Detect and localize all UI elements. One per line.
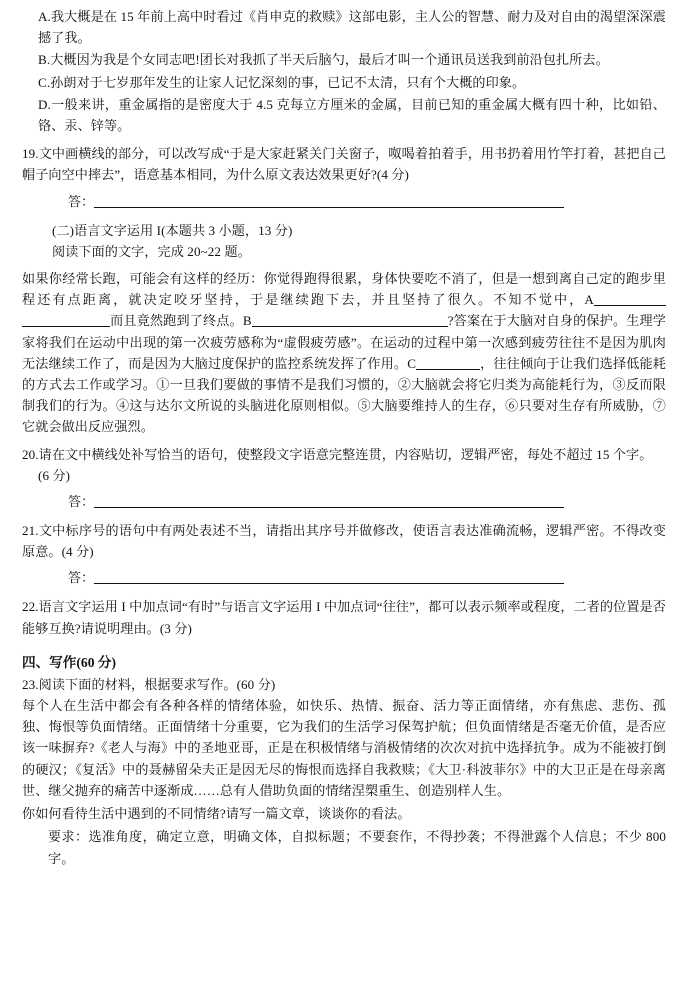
option-a: A.我大概是在 15 年前上高中时看过《肖申克的救赎》这部电影，主人公的智慧、耐力及对自由的渴望深深震撼了我。 xyxy=(38,9,666,46)
subsection-ii-title: (二)语言文字运用 I(本题共 3 小题，13 分) xyxy=(52,222,293,238)
question-22-number: 22. xyxy=(22,599,39,615)
question-20-number: 20. xyxy=(22,446,39,462)
section-four-title: 四、写作(60 分) xyxy=(22,654,117,670)
option-d: D.一般来讲，重金属指的是密度大于 4.5 克每立方厘米的金属，目前已知的重金属大概有四十种，比如铅、铬、汞、锌等。 xyxy=(38,96,666,134)
answer-blank-line[interactable] xyxy=(94,495,564,508)
blank-a-cont[interactable] xyxy=(22,314,110,327)
question-21 xyxy=(22,520,666,562)
writing-material-paragraph-1: 每个人在生活中都会有各种各样的情绪体验，如快乐、热情、振奋、活力等正面情绪，亦有焦虑、悲伤、孤独、悔恨等负面情绪。正面情绪十分重要，它为我们的生活学习保驾护航；但负面情绪是否毫无价值，是否应该一味摒弃?《老人与海》中的圣地亚哥，正是在积极情绪与消极情绪的次次对抗中选择抗争。成为不能被打倒的硬汉；《复活》中的聂赫留朵夫正是因无尽的悔恨而选择自我救赎；《大卫·科波菲尔》中的大卫正是在母亲离世、继父抛弃的痛苦中逐渐成……总有人借助负面的情绪涅槊重生、创造别样人生。 xyxy=(22,698,666,798)
question-19-answer-row xyxy=(22,191,666,210)
question-22 xyxy=(22,596,666,638)
question-20-text: 请在文中横线处补写恰当的语句，使整段文字语意完整连贯，内容贴切，逻辑严密，每处不超过 15 个字。 xyxy=(38,446,653,462)
question-21-text: 文中标序号的语句中有两处表述不当，请指出其序号并做修改，使语言表达准确流畅，逻辑严密。不得改变原意。(4 分) xyxy=(22,523,666,560)
requirement-label: 要求： xyxy=(48,829,89,845)
passage-part-1: 如果你经常长跑，可能会有这样的经历：你觉得跑得很累，身体快要吃不消了，但是一想到离自己定的跑步里程还有点距离，就决定咬牙坚持，于是继续跑下去，并且坚持了很久。不知不觉中，A xyxy=(22,271,666,308)
question-22-text: 语言文字运用 I 中加点词“有时”与语言文字运用 I 中加点词“往往”，都可以表示频率或程度，二者的位置是否能够互换?请说明理由。(3 分) xyxy=(22,599,666,636)
question-21-answer-row xyxy=(22,567,666,586)
answer-label: 答： xyxy=(68,494,95,510)
question-19 xyxy=(22,143,666,185)
option-c: C.孙朗对于七岁那年发生的让家人记忆深刻的事，已记不太清，只有个大概的印象。 xyxy=(38,74,526,90)
answer-blank-line[interactable] xyxy=(94,571,564,584)
blank-c[interactable] xyxy=(416,356,480,369)
subsection-ii-instruction: 阅读下面的文字，完成 20~22 题。 xyxy=(52,243,251,259)
question-23-text: 阅读下面的材料，根据要求写作。(60 分) xyxy=(38,676,276,692)
question-20 xyxy=(22,444,666,465)
answer-blank-line[interactable] xyxy=(94,194,564,207)
blank-b[interactable] xyxy=(252,314,448,327)
passage-part-2: 而且竟然跑到了终点。B xyxy=(110,313,252,329)
passage-part-3: ?答案在于大脑对自身的保护。生理学家将我们在运动中出现的第一次疲劳感称为“虚假疲劳感”。在运动的过程中第一次感到疲劳往往不是因为肌肉无法继续工作了，而是因为大脑过度保护的监控系统发挥了作用。C xyxy=(22,313,666,371)
passage-part-4-dotted: ，往往倾向于让我们选择低能耗的方式去工作或学习。①一旦我们要做的事情不是我们习惯的，②大脑就会将它归类为高能耗行为，③反而限制我们的行为。④这与达尔文所说的头脑进化原则相似。⑤大脑要维持人的生存，⑥只要对生存有所威胁，⑦它就会做出反应强烈。 xyxy=(22,355,667,435)
question-23-number: 23. xyxy=(22,676,39,692)
answer-label: 答： xyxy=(68,193,95,209)
question-20-score: (6 分) xyxy=(38,467,71,483)
question-23 xyxy=(22,674,666,695)
question-19-number: 19. xyxy=(22,146,39,162)
question-20-answer-row xyxy=(22,491,666,510)
question-21-number: 21. xyxy=(22,523,39,539)
question-19-text: 文中画横线的部分，可以改写成“于是大家赶紧关门关窗子，呶喝着拍着手，用书扔着用竹竿打着，甚把自己帽子向空中摔去”，语意基本相同，为什么原文表达效果更好?(4 分) xyxy=(22,146,666,183)
blank-a[interactable] xyxy=(594,293,666,306)
answer-label: 答： xyxy=(68,570,95,586)
requirement-text: 选准角度，确定立意，明确文体，自拟标题；不要套作，不得抄袭；不得泄露个人信息；不少 800 字。 xyxy=(48,829,666,866)
writing-material-paragraph-2: 你如何看待生活中遇到的不同情绪?请写一篇文章，谈谈你的看法。 xyxy=(22,806,411,822)
writing-requirement xyxy=(22,826,666,868)
passage-paragraph xyxy=(22,268,666,438)
option-b: B.大概因为我是个女同志吧!团长对我抓了半天后脑勺，最后才叫一个通讯员送我到前沿包扎所去。 xyxy=(38,52,609,68)
